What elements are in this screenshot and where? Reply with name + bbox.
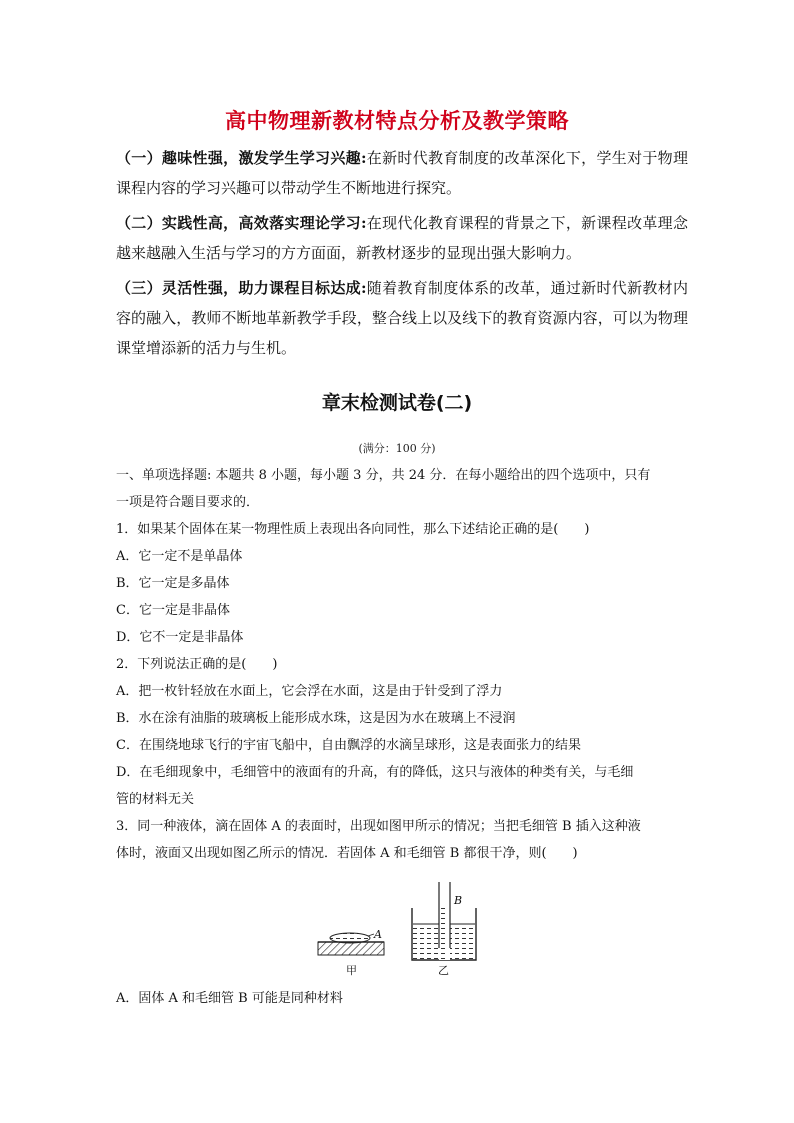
question-3-stem-line: 体时，液面又出现如图乙所示的情况．若固体 A 和毛细管 B 都很干净，则( ) [116, 846, 578, 861]
strategy-item-1 [116, 143, 688, 203]
figure-caption-jia: 甲 [346, 964, 357, 977]
strategy-item-3 [116, 273, 688, 363]
strategy-title: 高中物理新教材特点分析及教学策略 [225, 109, 569, 133]
question-2-option-d: D．在毛细现象中，毛细管中的液面有的升高，有的降低，这只与液体的种类有关，与毛细 [116, 765, 634, 780]
question-2-option-c: C．在围绕地球飞行的宇宙飞船中，自由飘浮的水滴呈球形，这是表面张力的结果 [116, 738, 581, 753]
strategy-item-heading: （一）趣味性强，激发学生学习兴趣: [116, 149, 367, 167]
question-1-stem: 1．如果某个固体在某一物理性质上表现出各向同性，那么下述结论正确的是( ) [116, 522, 590, 537]
question-2-option-a: A．把一枚针轻放在水面上，它会浮在水面，这是由于针受到了浮力 [116, 684, 503, 699]
question-2-stem: 2．下列说法正确的是( ) [116, 657, 278, 672]
question-2-option-d-cont: 管的材料无关 [116, 792, 195, 807]
strategy-item-text: 在新时代教育制度的改革深化下，学生对于物理课程内容的学习兴趣可以带动学生不断地进行探究。 [116, 149, 688, 197]
figure-label-a: A [374, 928, 382, 941]
question-3-option-a: A．固体 A 和毛细管 B 可能是同种材料 [116, 991, 343, 1006]
section-instruction-line: 一、单项选择题: 本题共 8 小题，每小题 3 分，共 24 分．在每小题给出的四个选项中，只有 [116, 468, 651, 483]
figure-caption-yi: 乙 [438, 964, 449, 977]
question-1-option-b: B．它一定是多晶体 [116, 576, 230, 591]
strategy-item-heading: （三）灵活性强，助力课程目标达成: [116, 279, 367, 297]
figure-yi [412, 882, 476, 960]
figure-label-b: B [454, 894, 463, 907]
question-1-option-a: A．它一定不是单晶体 [116, 549, 243, 564]
exam-title: 章末检测试卷(二) [321, 392, 473, 414]
strategy-item-text: 在现代化教育课程的背景之下，新课程改革理念越来越融入生活与学习的方方面面，新教材逐步的显现出强大影响力。 [116, 214, 688, 262]
question-1-option-d: D．它不一定是非晶体 [116, 630, 244, 645]
strategy-item-text: 随着教育制度体系的改革，通过新时代新教材内容的融入，教师不断地革新教学手段，整合线上以及线下的教育资源内容，可以为物理课堂增添新的活力与生机。 [116, 279, 688, 357]
exam-score: (满分：100 分) [358, 442, 436, 455]
question-3-stem-line: 3．同一种液体，滴在固体 A 的表面时，出现如图甲所示的情况；当把毛细管 B 插入这种液 [116, 819, 641, 834]
figure-drawing [314, 876, 484, 978]
strategy-item-heading: （二）实践性高，高效落实理论学习: [116, 214, 367, 232]
question-2-option-b: B．水在涂有油脂的玻璃板上能形成水珠，这是因为水在玻璃上不浸润 [116, 711, 516, 726]
question-1-option-c: C．它一定是非晶体 [116, 603, 230, 618]
strategy-item-2 [116, 208, 688, 268]
section-instruction-line: 一项是符合题目要求的． [116, 495, 260, 510]
question-3-figure [314, 876, 484, 978]
